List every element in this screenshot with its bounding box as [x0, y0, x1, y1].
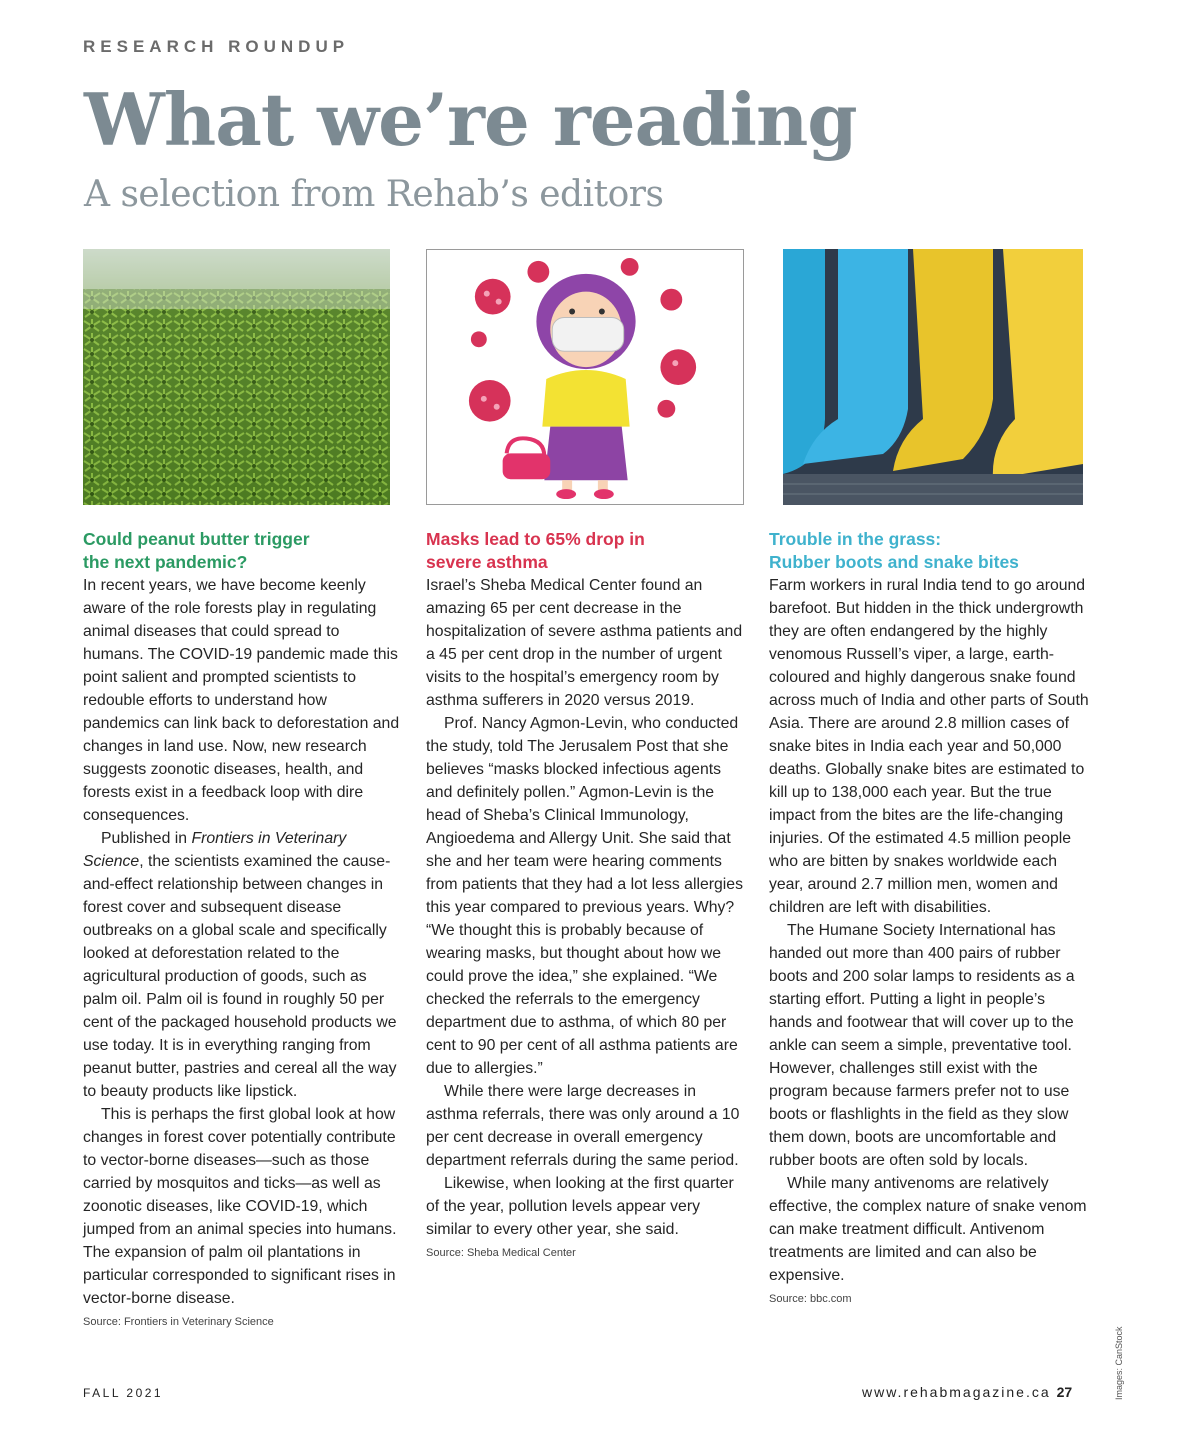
article-paragraph: In recent years, we have become keenly aware of the role forests play in regulating animal diseases that could spread to humans. The COVID-19 pandemic made this point salient and prompted scientists to redouble efforts to understand how pandemics can link back to deforestation and changes in land use. Now, new research suggests zoonotic diseases, health, and forests exist in a feedback loop with dire consequences.	[83, 577, 400, 824]
image-credit: Images: CanStock	[1114, 1326, 1124, 1400]
article-paragraph: While many antivenoms are relatively effective, the complex nature of snake venom can make treatment difficult. Antivenom treatments are limited and can also be expensive.	[769, 1175, 1087, 1284]
article-title	[83, 528, 403, 574]
article-paragraph: Prof. Nancy Agmon-Levin, who conducted the study, told The Jerusalem Post that she believes “masks blocked infectious agents and definitely pollen.” Agmon-Levin is the head of Sheba’s Clinical Immunology, Angioedema and Allergy Unit. She said that she and her team were hearing comments from patients that they had a lot less allergies this year compared to previous years. Why? “We thought this is probably because of wearing masks, but thought about how we could prove the idea,” she explained. “We checked the referrals to the emergency department due to asthma, of which 80 per cent to 90 per cent of all asthma patients are due to allergies.”	[426, 715, 743, 1077]
article-title-line: Could peanut butter trigger	[83, 529, 310, 549]
article-paragraph: Likewise, when looking at the first quarter of the year, pollution levels appear very similar to every other year, she said.	[426, 1175, 734, 1238]
article-title-line: Masks lead to 65% drop in	[426, 529, 645, 549]
article-title-line: Rubber boots and snake bites	[769, 552, 1019, 572]
article-snake-bites	[769, 528, 1089, 1305]
article-title-line: Trouble in the grass:	[769, 529, 942, 549]
article-title-line: severe asthma	[426, 552, 548, 572]
footer-url-page	[862, 1384, 1072, 1400]
page-subtitle: A selection from Rehab’s editors	[84, 174, 664, 215]
article-paragraph: Israel’s Sheba Medical Center found an amazing 65 per cent decrease in the hospitalization of severe asthma patients and a 45 per cent drop in the number of urgent visits to the hospital’s emergency room by asthma sufferers in 2020 versus 2019.	[426, 577, 743, 709]
article-title	[769, 528, 1089, 574]
journal-name: Frontiers in Veterinary Science	[83, 830, 347, 870]
masked-woman-illustration	[426, 249, 744, 505]
section-kicker: RESEARCH ROUNDUP	[83, 37, 350, 56]
article-paragraph: Farm workers in rural India tend to go around barefoot. But hidden in the thick undergrowth they are often endangered by the highly venomous Russell’s viper, a large, earth-coloured and highly dangerous snake found across much of India and other parts of South Asia. There are around 2.8 million cases of snake bites in India each year and 50,000 deaths. Globally snake bites are estimated to kill up to 138,000 each year. But the true impact from the bites are the life-changing injuries. Of the estimated 4.5 million people who are bitten by snakes worldwide each year, around 2.7 million men, women and children are left with disabilities.	[769, 577, 1089, 916]
article-paragraph: While there were large decreases in asthma referrals, there was only around a 10 per cent decrease in overall emergency department referrals during the same period.	[426, 1083, 740, 1169]
issue-label: FALL 2021	[83, 1386, 164, 1400]
article-peanut-butter	[83, 528, 403, 1328]
page-title: What we’re reading	[84, 77, 857, 162]
article-source: Source: Sheba Medical Center	[426, 1247, 576, 1259]
paragraph-text: , the scientists examined the cause-and-effect relationship between changes in forest cover and subsequent disease outbreaks on a global scale and specifically looked at deforestation related to the agricultural production of goods, such as palm oil. Palm oil is found in roughly 50 per cent of the packaged household products we use today. It is in everything ranging from peanut butter, pastries and cereal all the way to beauty products like lipstick.	[83, 853, 397, 1100]
article-paragraph: The Humane Society International has handed out more than 400 pairs of rubber boots and 200 solar lamps to residents as a starting effort. Putting a light in people’s hands and footwear that will cover up to the ankle can seem a simple, preventative tool. However, challenges still exist with the program because farmers prefer not to use boots or flashlights in the field as they slow them down, boots are uncomfortable and rubber boots are often sold by locals.	[769, 922, 1075, 1169]
paragraph-text: Published in	[101, 830, 192, 847]
article-source: Source: Frontiers in Veterinary Science	[83, 1316, 274, 1328]
page-number: 27	[1056, 1384, 1073, 1400]
rubber-boots-photo	[783, 249, 1083, 505]
website-url: www.rehabmagazine.ca	[862, 1384, 1051, 1400]
article-title	[426, 528, 748, 574]
article-paragraph: This is perhaps the first global look at how changes in forest cover potentially contribute to vector-borne diseases—such as those carried by mosquitos and ticks—as well as zoonotic diseases, like COVID-19, which jumped from an animal species into humans. The expansion of palm oil plantations in particular corresponded to significant rises in vector-borne disease.	[83, 1106, 397, 1307]
article-source: Source: bbc.com	[769, 1293, 852, 1305]
article-masks-asthma	[426, 528, 748, 1259]
article-paragraph	[83, 827, 403, 1103]
palm-plantation-photo	[83, 249, 390, 505]
article-title-line: the next pandemic?	[83, 552, 248, 572]
